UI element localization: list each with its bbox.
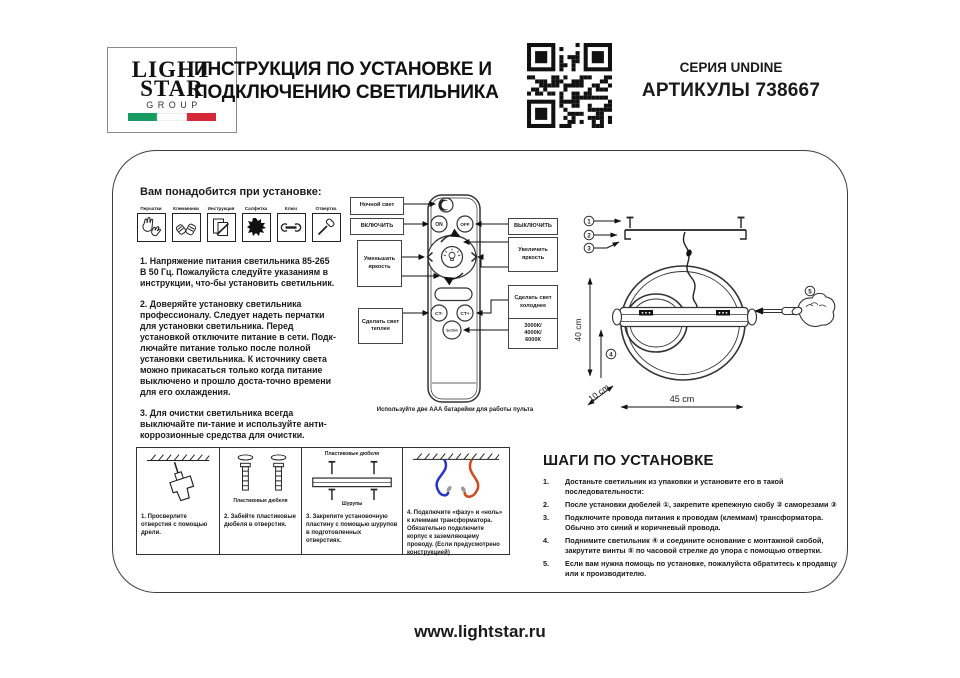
mounting-bracket xyxy=(625,218,746,240)
tool-label: Салфетка xyxy=(244,206,268,211)
articul-label: АРТИКУЛЫ 738667 xyxy=(641,80,821,101)
tool-label: Инструкция xyxy=(207,206,235,211)
step-text: Поднимите светильник ④ и соедините основание с монтажной скобой, закрутите винты ⑤ по часовой стрелке до упора с помощью отвертки. xyxy=(565,536,824,555)
callout-3: 3 xyxy=(587,245,591,253)
callout-turn-off: ВЫКЛЮЧИТЬ xyxy=(508,218,558,235)
page-title-line1: ИНСТРУКЦИЯ ПО УСТАНОВКЕ И xyxy=(194,59,492,80)
dim-width-label: 45 cm xyxy=(669,394,695,404)
step-number: 1. xyxy=(543,477,550,486)
italian-flag-icon xyxy=(128,113,216,121)
steps-heading: ШАГИ ПО УСТАНОВКЕ xyxy=(543,452,714,469)
step-text: Если вам нужна помощь по установке, пожалуйста обратитесь к продавцу или к производителю. xyxy=(565,559,838,578)
tool-manual xyxy=(207,206,235,242)
manual-icon xyxy=(209,215,233,239)
step-item xyxy=(543,477,841,497)
temp-3000k: 3000К/ xyxy=(524,322,542,329)
fixture-crossbar xyxy=(613,308,757,327)
tool-label: Перчатки xyxy=(140,206,162,211)
step-text: Достаньте светильник из упаковки и установите его в такой последовательности: xyxy=(565,477,784,496)
drill-icon xyxy=(141,451,215,509)
tool-label: Клеммники xyxy=(173,206,199,211)
series-label: СЕРИЯ UNDINE xyxy=(679,60,783,75)
step-number: 2. xyxy=(543,500,550,509)
tools-heading: Вам понадобится при установке: xyxy=(140,186,322,198)
on-button-label: ON xyxy=(435,222,443,228)
temp-4000k: 4000К/ xyxy=(524,329,542,336)
step-text: После установки дюбелей ①, закрепите крепежную скобу ② саморезами ③ xyxy=(565,500,837,509)
install-panel-1 xyxy=(137,448,220,554)
terminal-clamps-icon xyxy=(174,215,198,239)
callout-1: 1 xyxy=(587,218,591,226)
ct-plus-label: CT+ xyxy=(460,312,470,317)
callout-5: 5 xyxy=(808,288,812,296)
panel-3-label-bottom: Шурупы xyxy=(341,501,363,507)
red-wire xyxy=(465,459,478,496)
logo-word-light: LIGHT xyxy=(131,56,213,82)
install-panel-4 xyxy=(403,448,509,557)
section-label: Section xyxy=(446,328,458,333)
panel-2-label: Пластиковые дюбеля xyxy=(233,498,288,504)
installation-steps xyxy=(543,452,841,582)
install-panel-3 xyxy=(302,448,403,554)
tool-screwdriver xyxy=(312,206,340,242)
dimension-lines xyxy=(588,278,743,407)
power-cable xyxy=(683,232,697,307)
side-lock-tab-left xyxy=(613,309,622,325)
tool-label: Ключ xyxy=(284,206,298,211)
hand-with-screwdriver xyxy=(754,293,835,326)
blank-button xyxy=(435,288,472,301)
logo-word-group: GROUP xyxy=(146,99,202,110)
panel-2-caption: 2. Забейте пластиковые дюбеля в отверстия. xyxy=(224,514,296,529)
dim-depth-label: 10 cm xyxy=(586,381,611,404)
tool-wrench xyxy=(277,206,305,242)
fixture-mounting-diagram xyxy=(573,190,845,420)
battery-note: Используйте две ААА батарейки для работы пульта xyxy=(376,407,534,413)
warning-paragraph-2: 2. Доверяйте установку светильника профессионалу. Следует надеть перчатки для установки светильника. Перед установкой отключите питание в сети. Подк-лючайте питание только после полной установки светильника. К источнику света можно прикасаться только когда питание выключено и прошло доста-точно времени для его охлаждения. xyxy=(140,299,336,397)
fixture-callouts xyxy=(584,216,815,378)
callout-warmer: Сделать свет теплее xyxy=(358,308,403,344)
ct-minus-label: CT- xyxy=(435,312,443,317)
step-number: 3. xyxy=(543,513,550,522)
callout-color-temps xyxy=(508,318,558,349)
step-item xyxy=(543,500,841,510)
callout-4: 4 xyxy=(609,351,613,359)
step-item xyxy=(543,536,841,556)
napkin-icon xyxy=(244,215,268,239)
panel-4-caption: 4. Подключите «фазу» и «ноль» к клеммам трансформатора. Обязательно подключите корпус к заземляющему проводу. (Если предусмотрено конструкцией) xyxy=(407,510,503,557)
logo-word-star: STAR xyxy=(140,75,204,101)
callout-cooler: Сделать свет холоднее xyxy=(508,285,558,320)
wires-icon xyxy=(407,451,505,507)
step-item xyxy=(543,559,841,579)
step-number: 5. xyxy=(543,559,550,568)
warnings-block xyxy=(140,256,338,451)
qr-code xyxy=(527,43,612,128)
website-url: www.lightstar.ru xyxy=(414,622,546,641)
step-text: Подключите провода питания к проводам (клеммам) трансформатора. Обычно это синий и коричневый провода. xyxy=(565,513,824,532)
wrench-icon xyxy=(279,215,303,239)
install-panel-2 xyxy=(220,448,302,554)
dim-height-label: 40 cm xyxy=(573,318,583,342)
tool-label: Отвертка xyxy=(315,206,337,211)
panel-3-label-top: Пластиковые дюбеля xyxy=(324,451,380,457)
warning-paragraph-1: 1. Напряжение питания светильника 85-265 В 50 Гц. Пожалуйста следуйте указаниям в инструкции, что-бы установить светильник. xyxy=(140,256,335,288)
tool-napkin xyxy=(242,206,270,242)
install-panels-strip xyxy=(136,447,510,555)
dowels-icon xyxy=(224,451,298,498)
blue-wire xyxy=(437,459,449,495)
panel-1-caption: 1. Просверлите отверстия с помощью дрели. xyxy=(141,514,208,537)
step-number: 4. xyxy=(543,536,550,545)
screwdriver-icon xyxy=(314,215,338,239)
callout-2: 2 xyxy=(587,232,591,240)
page-title-line2: ПОДКЛЮЧЕНИЮ СВЕТИЛЬНИКА xyxy=(194,82,499,103)
mounting-plate-icon xyxy=(305,457,399,501)
callout-dim: Уменьшать яркость xyxy=(357,240,402,287)
callout-brighten: Увеличить яркость xyxy=(508,237,558,272)
callout-turn-on: ВКЛЮЧИТЬ xyxy=(350,218,404,235)
callout-night-light: Ночной свет xyxy=(350,197,404,215)
panel-3-caption: 3. Закрепите установочную пластину с помощью шурупов в подготовленных отверстиях. xyxy=(306,514,398,545)
tools-row xyxy=(137,206,340,242)
gloves-icon xyxy=(139,215,163,239)
page-title xyxy=(194,58,534,104)
tool-gloves xyxy=(137,206,165,242)
off-button-label: OFF xyxy=(460,222,470,227)
tool-clamps xyxy=(172,206,200,242)
step-item xyxy=(543,513,841,533)
warning-paragraph-3: 3. Для очистки светильника всегда выключайте пи-тание и используйте анти-коррозионные средства для очистки. xyxy=(140,408,327,440)
temp-6000k: 6000К xyxy=(525,337,541,344)
